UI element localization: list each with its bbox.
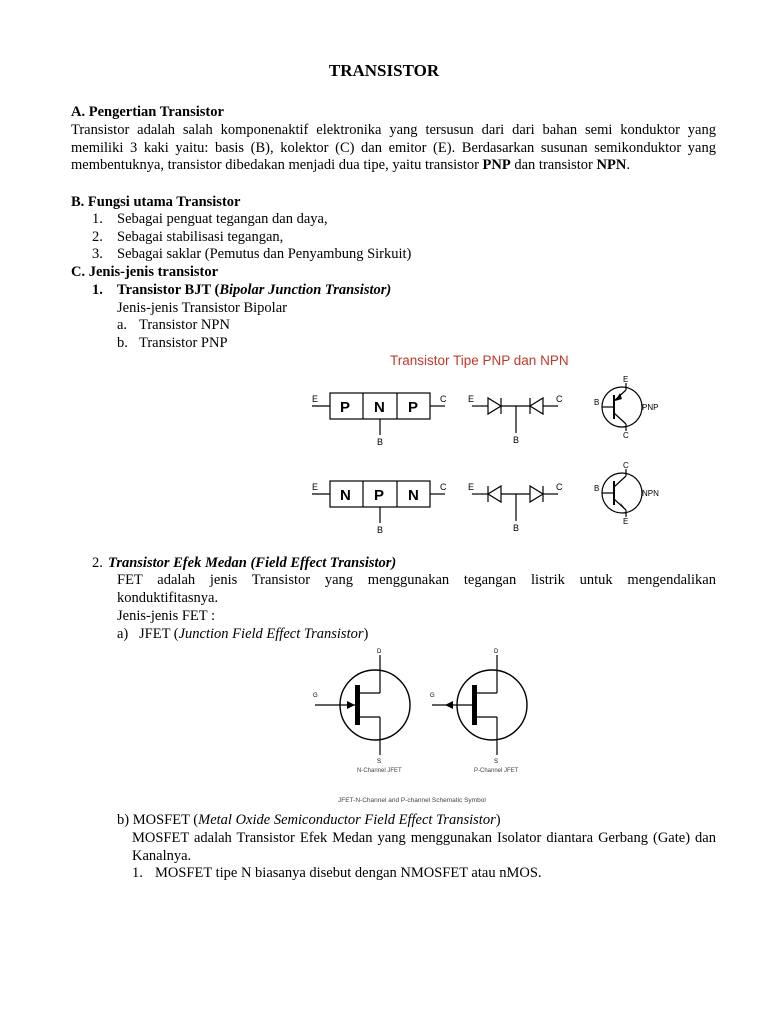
pnp-term: PNP: [482, 157, 511, 174]
bjt-label-italic: Bipolar Junction Transistor): [219, 282, 392, 298]
block-letter: P: [340, 399, 351, 416]
label-e: E: [312, 482, 319, 492]
npn-diode-diagram: [468, 482, 563, 533]
section-a-paragraph: [71, 122, 716, 175]
and-text: dan transistor: [514, 157, 593, 174]
npn-symbol: [594, 461, 659, 526]
block-letter: N: [374, 399, 385, 416]
bjt-label: Transistor BJT (: [117, 282, 220, 298]
page-title: TRANSISTOR: [328, 61, 440, 80]
label-g: G: [430, 693, 435, 699]
block-letter: N: [408, 487, 419, 504]
p-channel-jfet-symbol: [430, 649, 527, 774]
jfet-label: JFET (: [139, 626, 179, 642]
list-item: [92, 246, 103, 264]
label-e: E: [468, 394, 475, 404]
fet-heading: Transistor Efek Medan (Field Effect Transistor): [108, 555, 397, 571]
mosfet-number: b): [117, 812, 130, 828]
jfet-label-italic: Junction Field Effect Transistor: [178, 626, 364, 642]
block-letter: N: [340, 487, 351, 504]
list-item-text: Sebagai penguat tegangan dan daya,: [117, 211, 328, 227]
label-d: D: [377, 649, 382, 655]
list-item-text: Transistor PNP: [139, 335, 228, 351]
section-a-text: Transistor adalah salah komponenaktif elektronika yang tersusun dari dari bahan semi konduktor yang memiliki 3 kaki yaitu: basis (B), kolektor (C) dan emitor (E). Berdasarkan susunan semikonduktor yang membentuknya, transistor dibedakan menjadi dua tipe, yaitu transistor: [71, 122, 716, 174]
label-e: E: [623, 517, 629, 526]
label-c: C: [556, 482, 563, 492]
label-e: E: [312, 394, 319, 404]
npn-block-diagram: [312, 481, 447, 535]
section-a-heading: A. Pengertian Transistor: [71, 104, 224, 120]
label-g: G: [313, 693, 318, 699]
mosfet-paragraph: MOSFET adalah Transistor Efek Medan yang menggunakan Isolator diantara Gerbang (Gate) dan Kanalnya.: [132, 830, 716, 864]
pnp-label: PNP: [642, 403, 659, 412]
section-c-heading: C. Jenis-jenis transistor: [71, 264, 219, 280]
fet-paragraph: FET adalah jenis Transistor yang menggunakan tegangan listrik untuk mengendalikan konduktifitasnya.: [117, 572, 716, 606]
npn-term: NPN: [596, 157, 627, 174]
npn-label: NPN: [642, 489, 659, 498]
jfet-number: a): [117, 626, 129, 642]
list-number: a.: [117, 317, 128, 333]
label-c: C: [440, 482, 447, 492]
label-c: C: [623, 431, 629, 440]
mosfet-label: MOSFET (: [132, 812, 199, 828]
label-d: D: [494, 649, 499, 655]
list-number: 2.: [92, 229, 103, 245]
jfet-heading: [139, 626, 368, 644]
list-item-text: MOSFET tipe N biasanya disebut dengan NMOSFET atau nMOS.: [155, 865, 542, 881]
pnp-block-diagram: [312, 393, 447, 447]
jfet-figure-caption: JFET-N-Channel and P-channel Schematic Symbol: [338, 797, 486, 804]
p-channel-label: P-Channel JFET: [474, 768, 519, 774]
section-b-heading: B. Fungsi utama Transistor: [71, 194, 241, 210]
pnp-symbol: [594, 375, 658, 440]
bjt-heading: [117, 282, 391, 300]
label-b: B: [513, 523, 520, 533]
label-e: E: [468, 482, 475, 492]
pnp-npn-figure: [300, 345, 680, 535]
fet-number: 2.: [92, 555, 103, 571]
list-number: 1.: [92, 211, 103, 227]
period: .: [626, 157, 630, 174]
list-item-text: Transistor NPN: [139, 317, 230, 333]
jfet-label-end: ): [363, 626, 369, 642]
label-c: C: [623, 461, 629, 470]
label-e: E: [623, 375, 629, 384]
list-item: [92, 229, 103, 247]
list-item: [92, 211, 103, 229]
pnp-diode-diagram: [468, 394, 563, 445]
block-letter: P: [408, 399, 419, 416]
mosfet-heading: [117, 812, 501, 830]
label-b: B: [594, 484, 600, 493]
fet-sub: Jenis-jenis FET :: [117, 608, 216, 624]
label-b: B: [513, 435, 520, 445]
label-b: B: [594, 398, 600, 407]
bjt-sub: Jenis-jenis Transistor Bipolar: [117, 300, 287, 316]
n-channel-jfet-symbol: [313, 649, 410, 774]
list-item-text: Sebagai saklar (Pemutus dan Penyambung Sirkuit): [117, 246, 412, 262]
list-number: 1.: [132, 865, 143, 881]
label-c: C: [556, 394, 563, 404]
label-s: S: [377, 759, 382, 765]
mosfet-label-italic: Metal Oxide Semiconductor Field Effect Transistor: [198, 812, 496, 828]
block-letter: P: [374, 487, 385, 504]
list-number: 3.: [92, 246, 103, 262]
jfet-figure: [305, 645, 535, 810]
mosfet-label-end: ): [495, 812, 501, 828]
figure-title: Transistor Tipe PNP dan NPN: [390, 353, 569, 368]
label-s: S: [494, 759, 499, 765]
bjt-number: 1.: [92, 282, 103, 298]
label-b: B: [377, 437, 384, 447]
label-b: B: [377, 525, 384, 535]
list-number: b.: [117, 335, 128, 351]
n-channel-label: N-Channel JFET: [357, 768, 402, 774]
label-c: C: [440, 394, 447, 404]
list-item-text: Sebagai stabilisasi tegangan,: [117, 229, 284, 245]
